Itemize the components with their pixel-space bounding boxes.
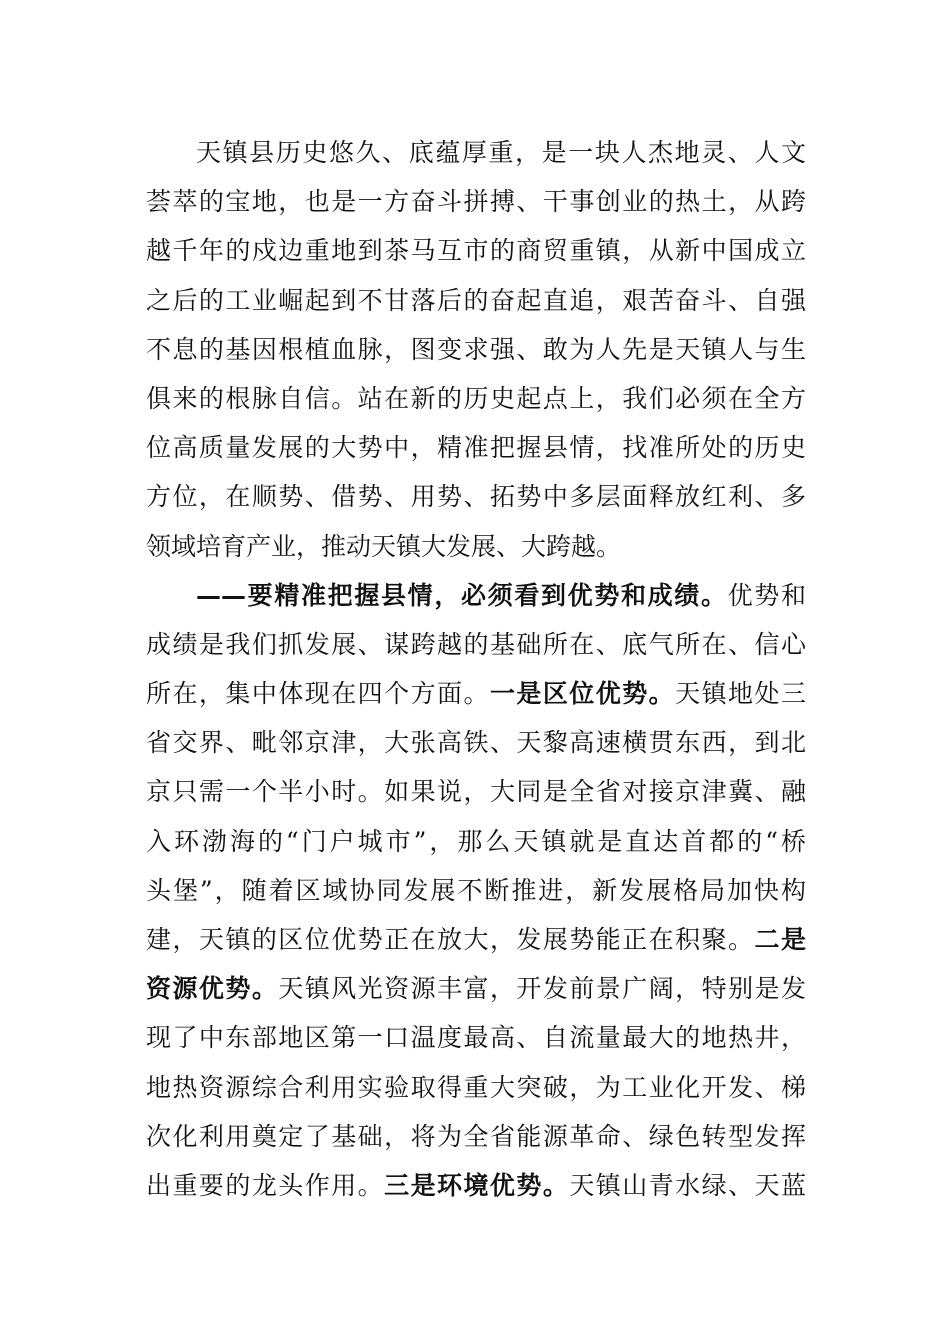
bold-point: 三是环境优势。 — [384, 1170, 570, 1200]
text-line: ——要精准把握县情，必须看到优势和成绩。优势和 — [196, 580, 806, 610]
text-line: 俱来的根脉自信。站在新的历史起点上，我们必须在全方 — [146, 383, 806, 413]
text-line: 入环渤海的“门户城市”，那么天镇就是直达首都的“桥 — [146, 826, 806, 856]
bold-point: 一是区位优势。 — [489, 679, 676, 709]
text-line: 领域培育产业，推动天镇大发展、大跨越。 — [146, 531, 622, 561]
text-line: 出重要的龙头作用。三是环境优势。天镇山青水绿、天蓝 — [146, 1170, 806, 1200]
text-line: 越千年的戍边重地到茶马互市的商贸重镇，从新中国成立 — [146, 236, 806, 266]
text-line: 位高质量发展的大势中，精准把握县情，找准所处的历史 — [146, 433, 806, 463]
text-line: 方位，在顺势、借势、用势、拓势中多层面释放红利、多 — [146, 482, 806, 512]
text-line: 之后的工业崛起到不甘落后的奋起直追，艰苦奋斗、自强 — [146, 285, 806, 315]
bold-point: 二是 — [754, 925, 806, 954]
text-line: 不息的基因根植血脉，图变求强、敢为人先是天镇人与生 — [146, 334, 806, 364]
body-text — [146, 128, 806, 1210]
text-line: 省交界、毗邻京津，大张高铁、天黎高速横贯东西，到北 — [146, 728, 806, 758]
bold-heading: ——要精准把握县情，必须看到优势和成绩。 — [196, 580, 728, 610]
text-line: 天镇县历史悠久、底蕴厚重，是一块人杰地灵、人文 — [196, 138, 806, 167]
text-line: 所在，集中体现在四个方面。一是区位优势。天镇地处三 — [146, 679, 806, 709]
text-line: 京只需一个半小时。如果说，大同是全省对接京津冀、融 — [146, 777, 806, 807]
text-line: 地热资源综合利用实验取得重大突破，为工业化开发、梯 — [146, 1072, 806, 1102]
text-line: 次化利用奠定了基础，将为全省能源革命、绿色转型发挥 — [146, 1121, 806, 1151]
text-line: 建，天镇的区位优势正在放大，发展势能正在积聚。二是 — [146, 925, 806, 954]
text-line: 头堡”，随着区域协同发展不断推进，新发展格局加快构 — [146, 875, 806, 905]
bold-point: 资源优势。 — [146, 974, 279, 1004]
text-line: 成绩是我们抓发展、谋跨越的基础所在、底气所在、信心 — [146, 629, 806, 659]
text-line: 资源优势。天镇风光资源丰富，开发前景广阔，特别是发 — [146, 974, 806, 1004]
text-line: 现了中东部地区第一口温度最高、自流量最大的地热井， — [146, 1023, 806, 1053]
text-line: 荟萃的宝地，也是一方奋斗拼搏、干事创业的热土，从跨 — [146, 187, 806, 217]
